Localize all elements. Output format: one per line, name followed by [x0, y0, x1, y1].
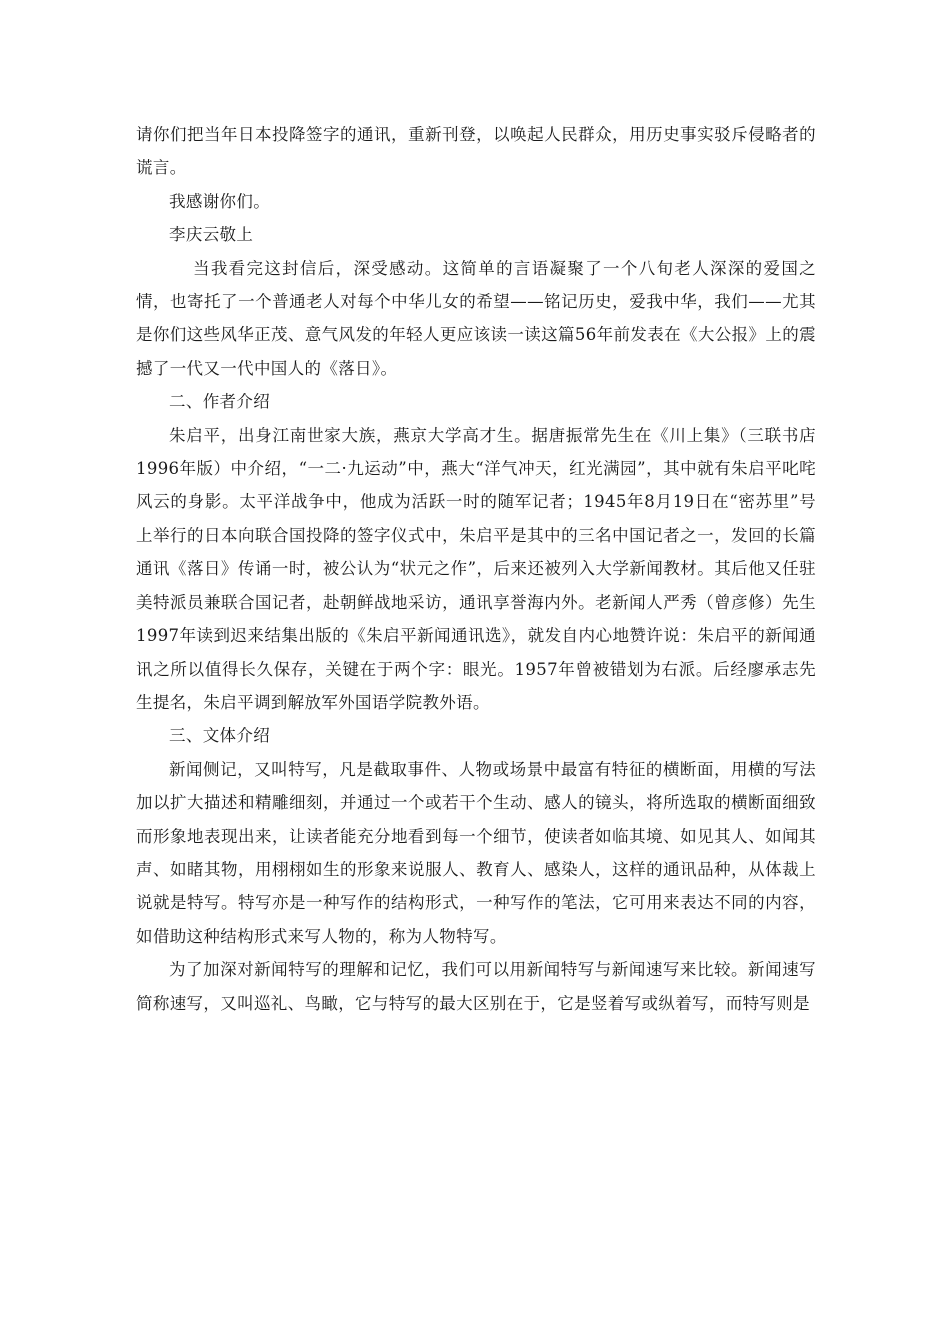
reflection-paragraph: 当我看完这封信后，深受感动。这简单的言语凝聚了一个八旬老人深深的爱国之情，也寄托了一个普通老人对每个中华儿女的希望——铭记历史，爱我中华，我们——尤其是你们这些风华正茂、意气风发的年轻人更应该读一读这篇56年前发表在《大公报》上的震撼了一代又一代中国人的《落日》。	[136, 258, 816, 378]
letter-signature: 李庆云敬上	[169, 225, 254, 245]
section-heading-genre: 三、文体介绍	[169, 726, 271, 746]
section-heading-author: 二、作者介绍	[169, 392, 271, 412]
letter-thanks-line: 我感谢你们。	[169, 191, 271, 211]
author-intro-paragraph: 朱启平，出身江南世家大族，燕京大学高才生。据唐振常先生在《川上集》（三联书店1996年版）中介绍，“一二·九运动”中，燕大“洋气冲天，红光满园”，其中就有朱启平叱咤风云的身影。太平洋战争中，他成为活跃一时的随军记者；1945年8月19日在“密苏里”号上举行的日本向联合国投降的签字仪式中，朱启平是其中的三名中国记者之一，发回的长篇通讯《落日》传诵一时，被公认为“状元之作”，后来还被列入大学新闻教材。其后他又任驻美特派员兼联合国记者，赴朝鲜战地采访，通讯享誉海内外。老新闻人严秀（曾彦修）先生1997年读到迟来结集出版的《朱启平新闻通讯选》，就发自内心地赞许说：朱启平的新闻通讯之所以值得长久保存，关键在于两个字：眼光。1957年曾被错划为右派。后经廖承志先生提名，朱启平调到解放军外国语学院教外语。	[136, 425, 816, 712]
genre-intro-paragraph: 新闻侧记，又叫特写，凡是截取事件、人物或场景中最富有特征的横断面，用横的写法加以扩大描述和精雕细刻，并通过一个或若干个生动、感人的镜头，将所选取的横断面细致而形象地表现出来，让读者能充分地看到每一个细节，使读者如临其境、如见其人、如闻其声、如睹其物，用栩栩如生的形象来说服人、教育人、感染人，这样的通讯品种，从体裁上说就是特写。特写亦是一种写作的结构形式，一种写作的笔法，它可用来表达不同的内容，如借助这种结构形式来写人物的，称为人物特写。	[136, 759, 816, 946]
document-page	[136, 118, 816, 1020]
letter-tail-paragraph: 请你们把当年日本投降签字的通讯，重新刊登，以唤起人民群众，用历史事实驳斥侵略者的谎言。	[136, 125, 816, 178]
comparison-paragraph: 为了加深对新闻特写的理解和记忆，我们可以用新闻特写与新闻速写来比较。新闻速写简称速写，又叫巡礼、鸟瞰，它与特写的最大区别在于，它是竖着写或纵着写，而特写则是	[136, 960, 816, 1013]
